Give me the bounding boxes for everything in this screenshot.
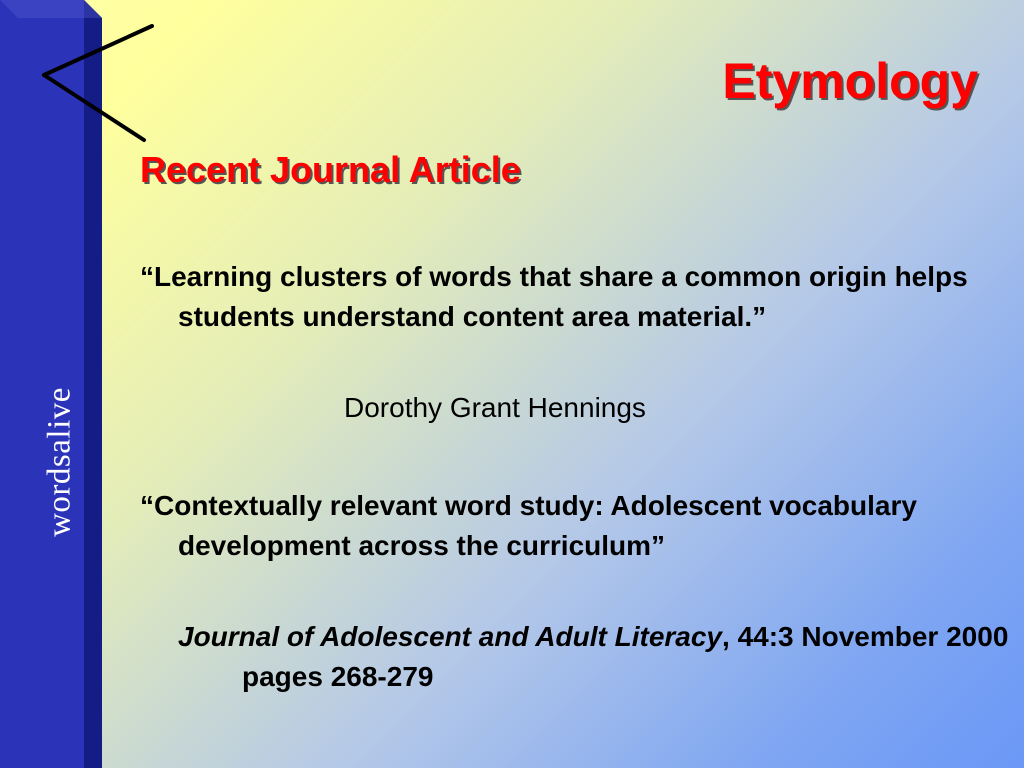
quote-author: Dorothy Grant Hennings [344, 392, 646, 423]
brand-logo-text: wordsalive [41, 387, 78, 537]
bracket-decoration [0, 0, 160, 150]
citation-details: , 44:3 November 2000 pages 268-279 [242, 621, 1009, 692]
slide-title: Etymology [722, 53, 978, 109]
journal-name: Journal of Adolescent and Adult Literacy [178, 621, 723, 652]
journal-citation [178, 617, 1024, 697]
quote-hennings: “Learning clusters of words that share a common origin helps students understand content area material.” [140, 261, 968, 332]
slide-subtitle: Recent Journal Article [140, 149, 521, 190]
article-title-quote: “Contextually relevant word study: Adolescent vocabulary development across the curriculum” [140, 490, 917, 561]
